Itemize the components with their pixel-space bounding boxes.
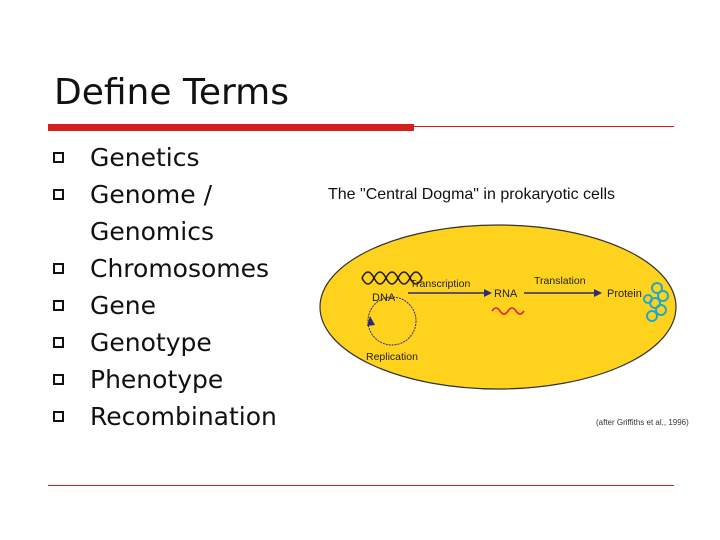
square-bullet-icon: [53, 189, 64, 200]
title-rule-accent: [48, 124, 414, 131]
list-item: [50, 250, 277, 287]
term-label: Gene: [90, 291, 156, 320]
cell-ellipse: [320, 225, 676, 389]
term-label: Phenotype: [90, 365, 224, 394]
terms-list: [50, 139, 277, 435]
footer-rule: [48, 485, 674, 486]
list-item: [50, 398, 277, 435]
list-item: [50, 139, 277, 176]
list-item-continuation: [50, 213, 277, 250]
square-bullet-icon: [53, 374, 64, 385]
central-dogma-figure: [312, 176, 692, 436]
square-bullet-icon: [53, 263, 64, 274]
term-label: Genomics: [90, 217, 214, 246]
list-item: [50, 361, 277, 398]
list-item: [50, 287, 277, 324]
slide-title: Define Terms: [54, 72, 289, 113]
replication-label: Replication: [366, 351, 418, 363]
term-label: Recombination: [90, 402, 277, 431]
term-label: Genome /: [90, 180, 212, 209]
protein-label: Protein: [607, 288, 642, 300]
square-bullet-icon: [53, 337, 64, 348]
term-label: Genotype: [90, 328, 212, 357]
list-item: [50, 324, 277, 361]
list-item: [50, 176, 277, 213]
square-bullet-icon: [53, 411, 64, 422]
term-label: Chromosomes: [90, 254, 270, 283]
figure-title: The "Central Dogma" in prokaryotic cells: [328, 186, 616, 203]
translation-label: Translation: [534, 275, 586, 287]
dna-label: DNA: [372, 292, 396, 304]
rna-label: RNA: [494, 288, 518, 300]
transcription-label: Transcription: [410, 278, 471, 290]
figure-citation: (after Griffiths et al., 1996): [596, 418, 689, 427]
square-bullet-icon: [53, 152, 64, 163]
square-bullet-icon: [53, 300, 64, 311]
term-label: Genetics: [90, 143, 200, 172]
